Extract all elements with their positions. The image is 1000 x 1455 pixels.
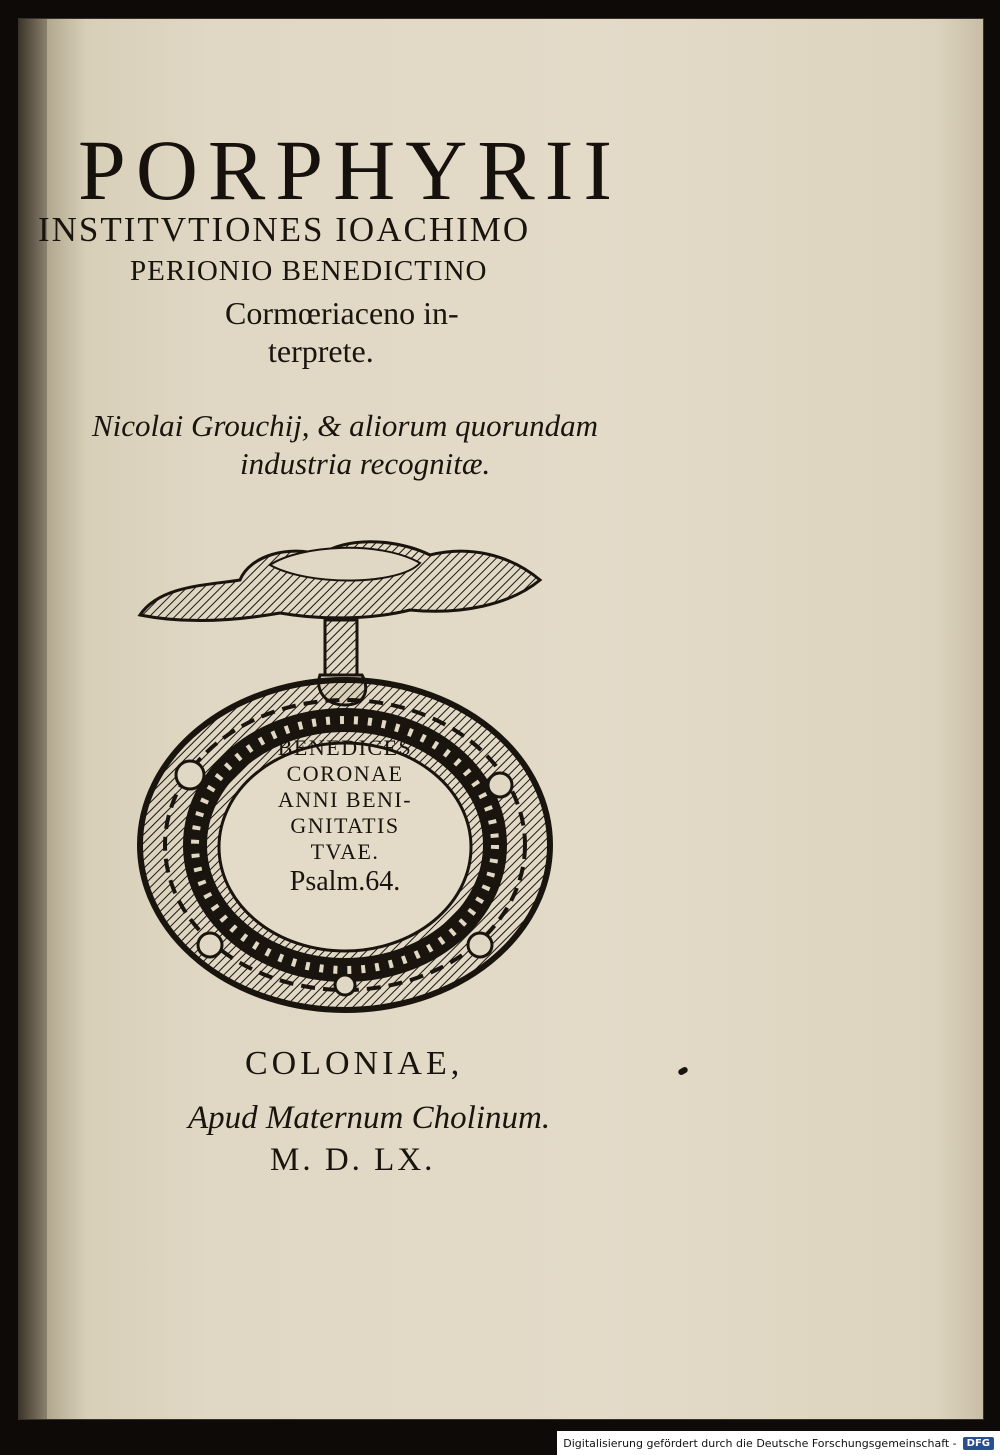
book-title: PORPHYRII: [78, 122, 622, 218]
digitization-credit-bar: [557, 1431, 1000, 1455]
psalm-reference: Psalm.64.: [289, 866, 401, 897]
imprint-city: COLONIAE,: [245, 1045, 464, 1082]
wreath-inscription: [230, 735, 460, 895]
digitization-credit: Digitalisierung gefördert durch die Deutsche Forschungsgemeinschaft -: [563, 1436, 957, 1450]
inscription-line: BENEDICES: [277, 735, 413, 760]
imprint-year: M. D. LX.: [270, 1142, 436, 1178]
subtitle-line-4: terprete.: [268, 333, 374, 369]
editor-line-1: Nicolai Grouchij, & aliorum quorundam: [92, 408, 599, 443]
inscription-line: TVAE.: [310, 839, 380, 864]
subtitle-line-3: Cormœriaceno in-: [225, 295, 459, 331]
imprint-printer: Apud Maternum Cholinum.: [188, 1100, 551, 1136]
dfg-logo-icon: DFG: [963, 1437, 994, 1450]
inscription-line: GNITATIS: [290, 813, 400, 838]
inscription-line: CORONAE: [286, 761, 404, 786]
subtitle-line-1: INSTITVTIONES IOACHIMO: [38, 210, 531, 249]
subtitle-line-2: PERIONIO BENEDICTINO: [130, 255, 488, 287]
editor-line-2: industria recognitæ.: [240, 446, 491, 481]
inscription-line: ANNI BENI-: [277, 787, 413, 812]
